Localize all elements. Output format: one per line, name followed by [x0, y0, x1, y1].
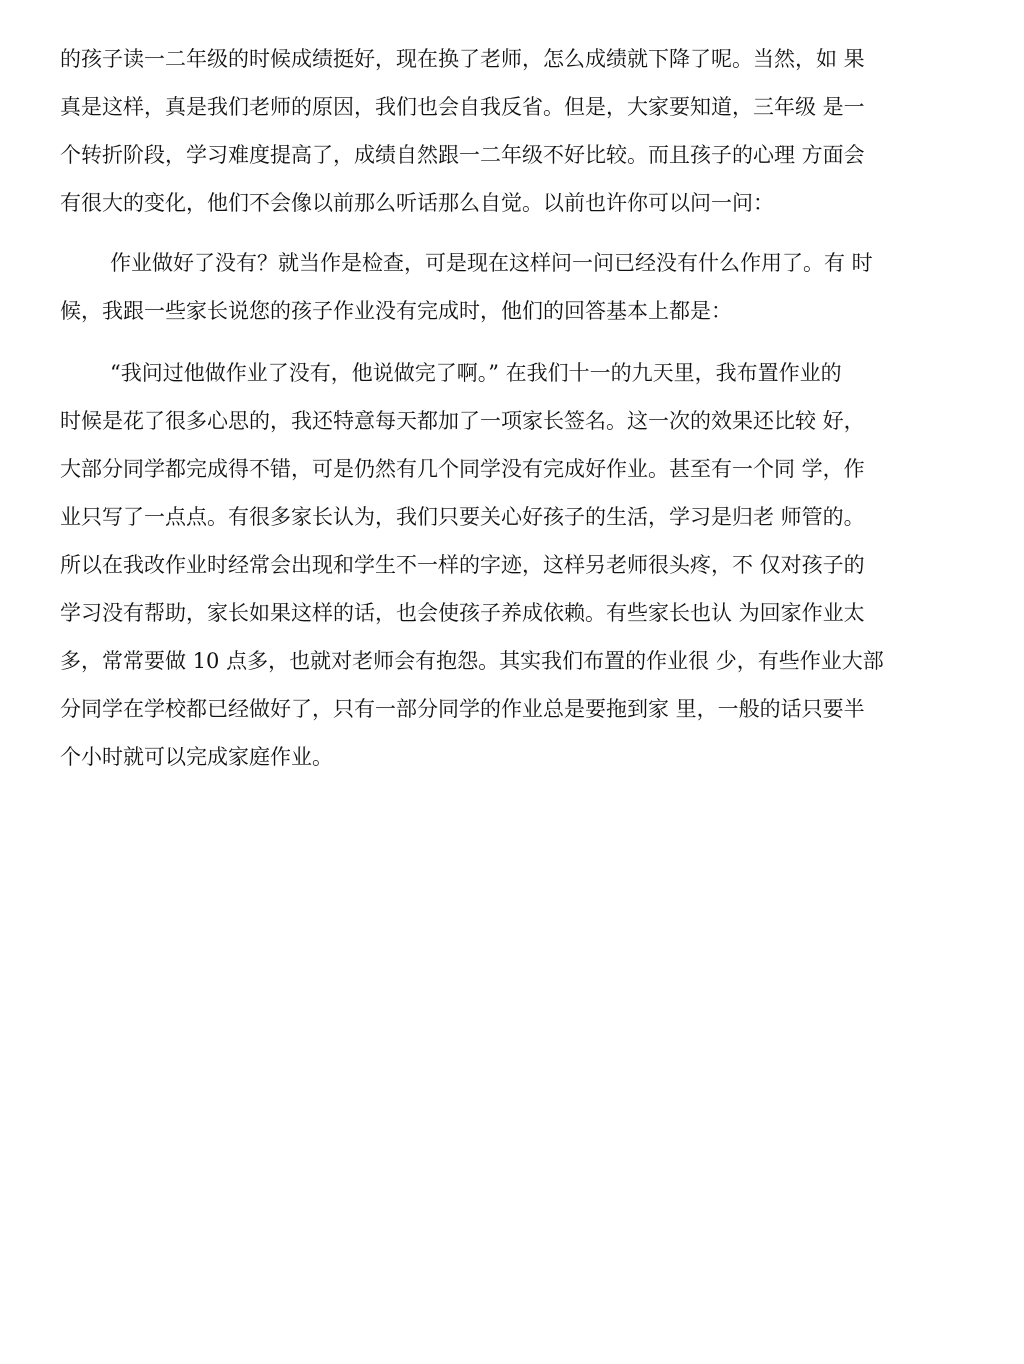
paragraph-line: “我问过他做作业了没有，他说做完了啊。” 在我们十一的九天里，我布置作业的 — [110, 361, 842, 385]
paragraph-line: 时候是花了很多心思的，我还特意每天都加了一项家长签名。这一次的效果还比较 好， — [60, 409, 865, 433]
paragraph-line: 业只写了一点点。有很多家长认为，我们只要关心好孩子的生活，学习是归老 师管的。 — [60, 505, 865, 529]
paragraph-line: 大部分同学都完成得不错，可是仍然有几个同学没有完成好作业。甚至有一个同 学，作 — [60, 457, 865, 481]
paragraph-2 — [60, 239, 964, 335]
paragraph-line: 学习没有帮助，家长如果这样的话，也会使孩子养成依赖。有些家长也认 为回家作业太 — [60, 601, 865, 625]
paragraph-1 — [60, 35, 964, 227]
paragraph-3 — [60, 349, 964, 781]
paragraph-line: 作业做好了没有？就当作是检查，可是现在这样问一问已经没有什么作用了。有 时 — [110, 251, 873, 275]
paragraph-line: 有很大的变化，他们不会像以前那么听话那么自觉。以前也许你可以问一问： — [60, 191, 774, 215]
paragraph-line: 个小时就可以完成家庭作业。 — [60, 745, 333, 769]
paragraph-line: 所以在我改作业时经常会出现和学生不一样的字迹，这样另老师很头疼，不 仅对孩子的 — [60, 553, 865, 577]
paragraph-line: 多，常常要做 10 点多，也就对老师会有抱怨。其实我们布置的作业很 少，有些作业大部 — [60, 649, 884, 673]
paragraph-line: 真是这样，真是我们老师的原因，我们也会自我反省。但是，大家要知道，三年级 是一 — [60, 95, 865, 119]
paragraph-line: 分同学在学校都已经做好了，只有一部分同学的作业总是要拖到家 里，一般的话只要半 — [60, 697, 865, 721]
paragraph-line: 候，我跟一些家长说您的孩子作业没有完成时，他们的回答基本上都是： — [60, 299, 732, 323]
paragraph-line: 个转折阶段，学习难度提高了，成绩自然跟一二年级不好比较。而且孩子的心理 方面会 — [60, 143, 865, 167]
paragraph-line: 的孩子读一二年级的时候成绩挺好，现在换了老师，怎么成绩就下降了呢。当然，如 果 — [60, 47, 865, 71]
